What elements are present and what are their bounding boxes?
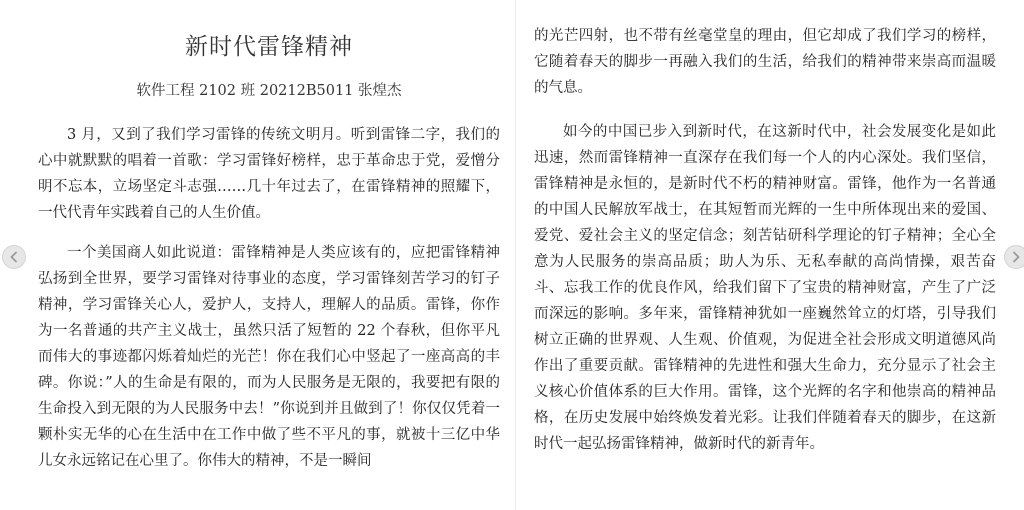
- previous-page-button[interactable]: [2, 245, 26, 269]
- paragraph: 的光芒四射，也不带有丝毫堂皇的理由，但它却成了我们学习的榜样，它随着春天的脚步一再融入我们的生活，给我们的精神带来崇高而温暖的气息。: [534, 28, 996, 96]
- page-gutter: [515, 0, 516, 510]
- chevron-right-icon: [1010, 251, 1022, 263]
- author-byline: 软件工程 2102 班 20212B5011 张煌杰: [136, 83, 402, 99]
- paragraph: 一个美国商人如此说道：雷锋精神是人类应该有的，应把雷锋精神弘扬到全世界，要学习雷锋对待事业的态度，学习雷锋刻苦学习的钉子精神，学习雷锋关心人，爱护人，支持人，理解人的品质。雷锋，你作为一名普通的共产主义战士，虽然只活了短暂的 22 个春秋，但你平凡而伟大的事迹都闪烁着灿烂的光芒！你在我们心中竖起了一座高高的丰碑。你说：”人的生命是有限的，而为人民服务是无限的，我要把有限的生命投入到无限的为人民服务中去！”你说到并且做到了！你仅仅凭着一颗朴实无华的心在生活中在工作中做了些不平凡的事，就被十三亿中华儿女永远铭记在心里了。你伟大的精神，不是一瞬间: [38, 245, 500, 469]
- document-title: 新时代雷锋精神: [185, 34, 353, 60]
- right-page: [534, 0, 996, 510]
- left-page: [38, 0, 500, 510]
- paragraph: 如今的中国已步入到新时代，在这新时代中，社会发展变化是如此迅速，然而雷锋精神一直深存在我们每一个人的内心深处。我们坚信，雷锋精神是永恒的，是新时代不朽的精神财富。雷锋，他作为一名普通的中国人民解放军战士，在其短暂而光辉的一生中所体现出来的爱国、爱党、爱社会主义的坚定信念；刻苦钻研科学理论的钉子精神；全心全意为人民服务的崇高品质；助人为乐、无私奉献的高尚情操，艰苦奋斗、忘我工作的优良作风，给我们留下了宝贵的精神财富，产生了广泛而深远的影响。多年来，雷锋精神犹如一座巍然耸立的灯塔，引导我们树立正确的世界观、人生观、价值观，为促进全社会形成文明道德风尚作出了重要贡献。雷锋精神的先进性和强大生命力，充分显示了社会主义核心价值体系的巨大作用。雷锋，这个光辉的名字和他崇高的精神品格，在历史发展中始终焕发着光彩。让我们伴随着春天的脚步，在这新时代一起弘扬雷锋精神，做新时代的新青年。: [534, 124, 996, 452]
- paragraph: 3 月，又到了我们学习雷锋的传统文明月。听到雷锋二字，我们的心中就默默的唱着一首歌：学习雷锋好榜样，忠于革命忠于党，爱憎分明不忘本，立场坚定斗志强……几十年过去了，在雷锋精神的照耀下，一代代青年实践着自己的人生价值。: [38, 127, 500, 221]
- next-page-button[interactable]: [1004, 245, 1024, 269]
- chevron-left-icon: [8, 251, 20, 263]
